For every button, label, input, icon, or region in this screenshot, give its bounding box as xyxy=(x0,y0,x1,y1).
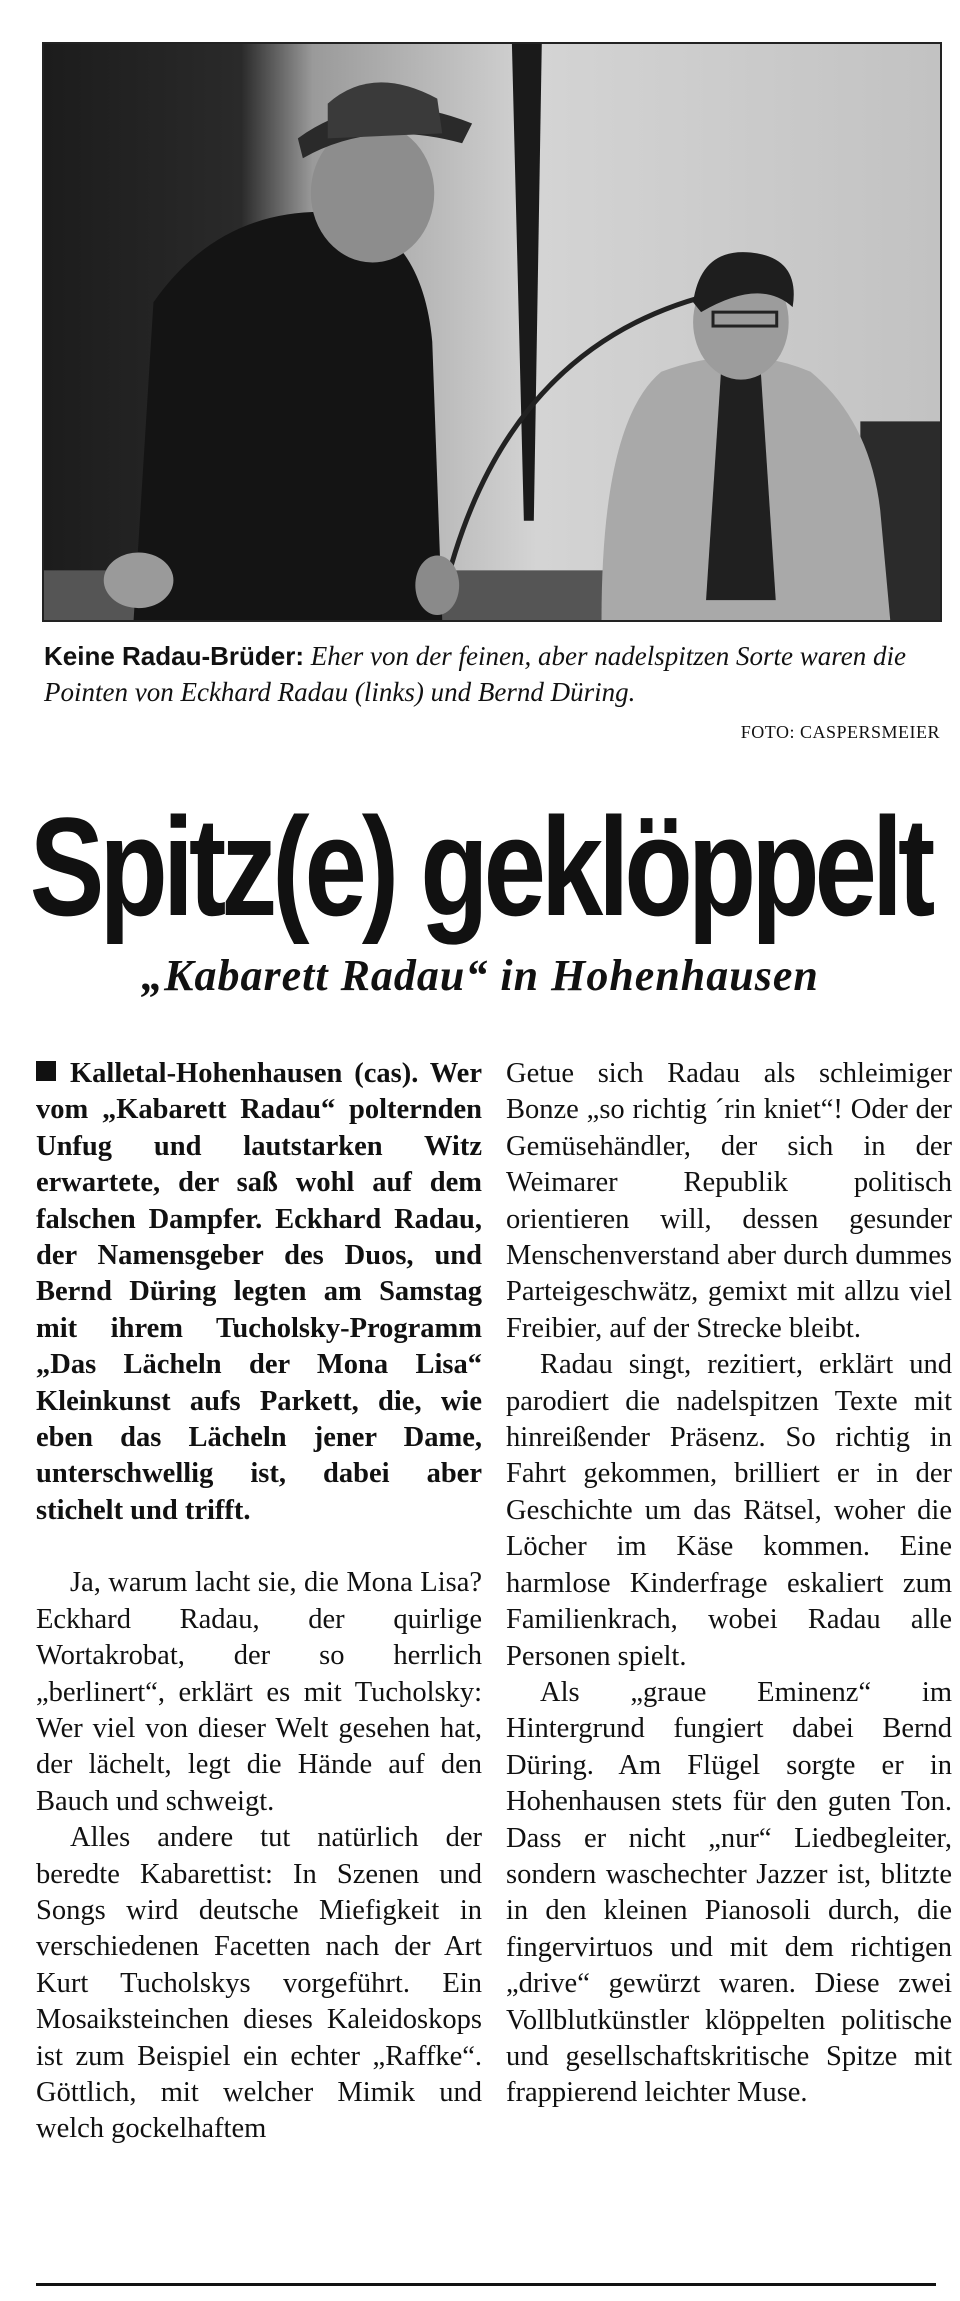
paragraph-4: Radau singt, rezitiert, erklärt und parodiert die nadelspitzen Texte mit hinreißender Präsenz. So richtig in Fahrt gekommen, brilliert er in der Geschichte um das Rätsel, woher die Löcher im Käse kommen. Eine harmlose Kinderfrage eskaliert zum Familienkrach, wobei Radau alle Personen spielt. xyxy=(506,1349,952,1672)
paragraph-3: Getue sich Radau als schleimiger Bonze „so richtig ´rin kniet“! Oder der Gemüsehändler, der sich in der Weimarer Republik politisch orientieren will, dessen gesunder Menschenverstand aber durch dummes Parteigeschwätz, gemixt mit allzu viel Freibier, auf der Strecke bleibt. xyxy=(506,1058,952,1344)
photo-credit: FOTO: CASPERSMEIER xyxy=(740,722,940,742)
article-column-left xyxy=(36,1056,482,2148)
caption-text: Eher von der feinen, aber nadelspitzen Sorte waren die Pointen von Eckhard Radau (links) und Bernd Düring. xyxy=(44,641,906,707)
caption-lead: Keine Radau-Brüder: xyxy=(44,641,305,671)
paragraph-5: Als „graue Eminenz“ im Hintergrund fungiert dabei Bernd Düring. Am Flügel sorgte er in Hohenhausen stets für den guten Ton. Dass er nicht „nur“ Liedbegleiter, sondern waschechter Jazzer ist, blitzte in den kleinen Pianosoli durch, die fingervirtuos und mit dem richtigen „drive“ gewürzt waren. Diese zwei Vollblutkünstler klöppelten politische und gesellschaftskritische Spitze mit frappierend leichter Muse. xyxy=(506,1676,952,2109)
bottom-rule xyxy=(36,2283,936,2286)
article-intro xyxy=(36,1056,482,1529)
bullet-square-icon xyxy=(36,1061,56,1081)
photo-caption xyxy=(44,638,944,710)
article-photo xyxy=(42,42,942,622)
subheadline: „Kabarett Radau“ in Hohenhausen xyxy=(141,951,819,1000)
intro-text: Kalletal-Hohenhausen (cas). Wer vom „Kabarett Radau“ polternden Unfug und lautstarken Witz erwartete, der saß wohl auf dem falschen Dampfer. Eckhard Radau, der Namensgeber des Duos, und Bernd Düring legten am Samstag mit ihrem Tucholsky-Programm „Das Lächeln der Mona Lisa“ Kleinkunst aufs Parkett, die, wie eben das Lächeln jener Dame, unterschwellig ist, dabei aber stichelt und trifft. xyxy=(36,1058,482,1526)
article-column-right xyxy=(506,1056,952,2112)
paragraph-1: Ja, warum lacht sie, die Mona Lisa? Eckhard Radau, der quirlige Wortakrobat, der so herrlich „berlinert“, erklärt es mit Tucholsky: Wer viel von dieser Welt gesehen hat, der lächelt, legt die Hände auf den Bauch und schweigt. xyxy=(36,1567,482,1817)
headline: Spitz(e) geklöppelt xyxy=(29,788,931,945)
paragraph-2: Alles andere tut natürlich der beredte Kabarettist: In Szenen und Songs wird deutsche Miefigkeit in verschiedenen Facetten nach der Art Kurt Tucholskys vorgeführt. Ein Mosaiksteinchen dieses Kaleidoskops ist zum Beispiel ein echter „Raffke“. Göttlich, mit welcher Mimik und welch gockelhaftem xyxy=(36,1822,482,2145)
photo-two-performers-icon xyxy=(44,44,940,620)
